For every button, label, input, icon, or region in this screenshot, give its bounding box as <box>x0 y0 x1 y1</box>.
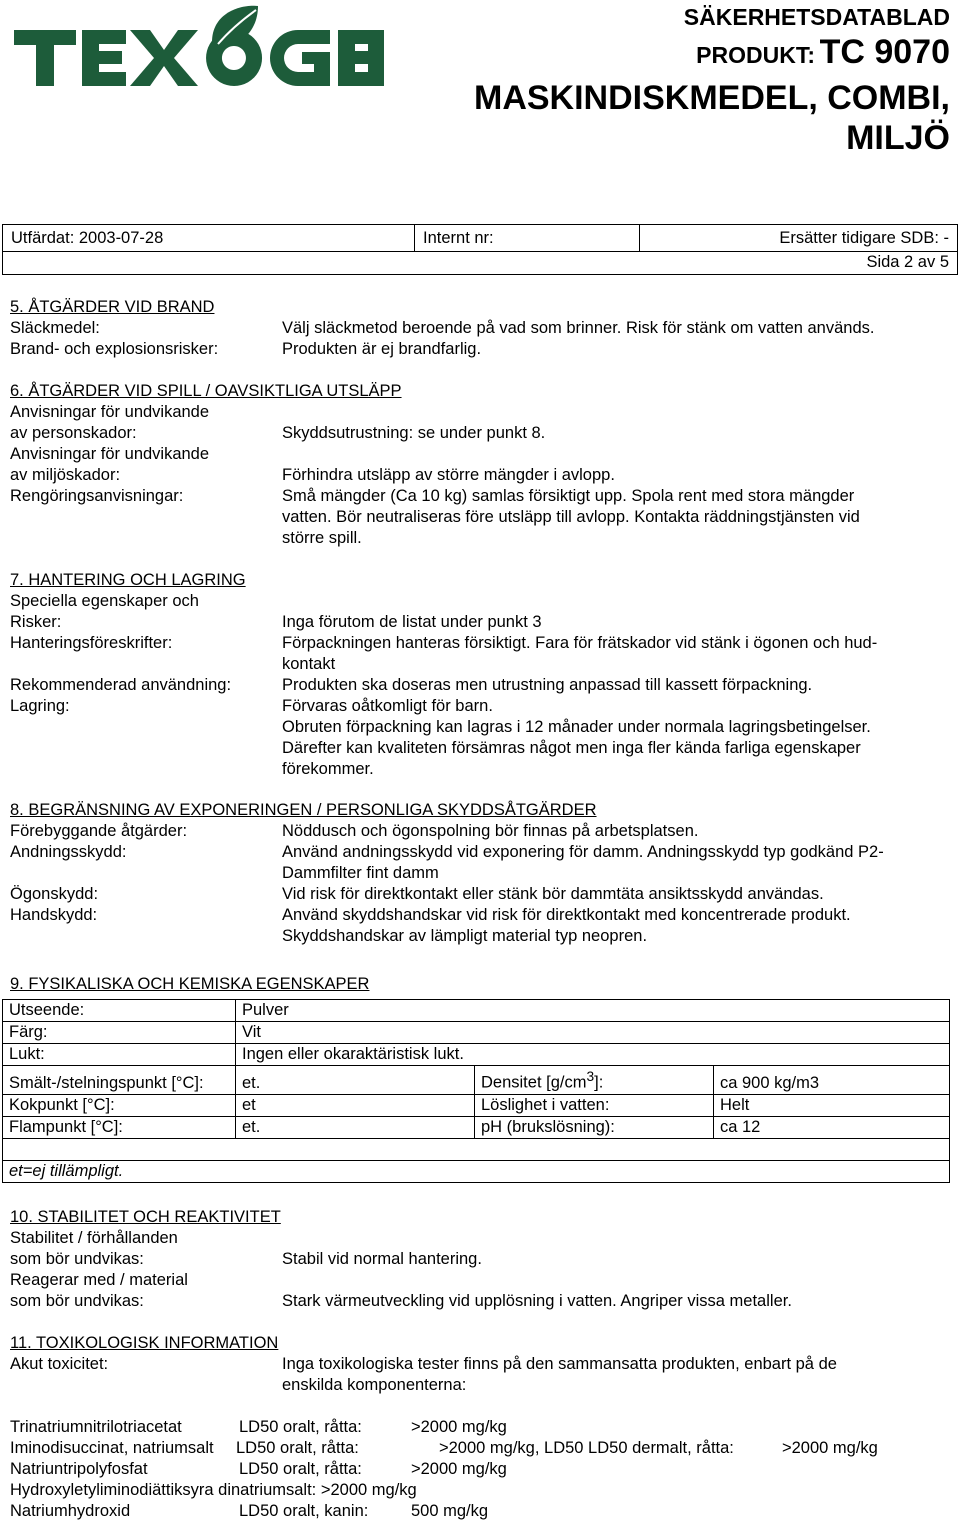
field-value <box>282 905 950 947</box>
field-row <box>10 842 950 884</box>
product-name-1: MASKINDISKMEDEL, COMBI, <box>474 79 950 117</box>
section-10 <box>10 1207 950 1312</box>
prop-value: ca 12 <box>714 1116 950 1138</box>
test-type: LD50 oralt, kanin: <box>239 1502 369 1520</box>
field-row <box>10 821 950 842</box>
value-line: Små mängder (Ca 10 kg) samlas försiktigt upp. Spola rent med stora mängder <box>282 487 855 505</box>
field-value <box>282 842 950 884</box>
test-value: >2000 mg/kg <box>411 1460 507 1478</box>
prop-value: et. <box>236 1116 475 1138</box>
field-label: Anvisningar för undvikande <box>10 403 210 421</box>
field-label: Speciella egenskaper och <box>10 592 199 610</box>
prop-value: ca 900 kg/m3 <box>714 1066 950 1095</box>
substance-name: Hydroxyletyliminodiättiksyra dinatriumsalt: >2000 mg/kg <box>10 1481 417 1499</box>
field-label: Släckmedel: <box>10 319 100 337</box>
field-label: Akut toxicitet: <box>10 1355 109 1373</box>
section-11 <box>10 1333 950 1396</box>
extra-value: >2000 mg/kg <box>782 1439 878 1457</box>
value-line: större spill. <box>282 529 362 547</box>
internal-number: Internt nr: <box>415 225 640 251</box>
section-title: 11. TOXIKOLOGISK INFORMATION <box>10 1334 279 1352</box>
field-label: Brand- och explosionsrisker: <box>10 340 219 358</box>
substance-name: Natriuntripolyfosfat <box>10 1460 148 1478</box>
section-5 <box>10 297 950 360</box>
list-item <box>10 1417 950 1438</box>
test-type: LD50 oralt, råtta: <box>239 1460 362 1478</box>
substance-name: Trinatriumnitrilotriacetat <box>10 1418 182 1436</box>
prop-value: Ingen eller okaraktäristisk lukt. <box>236 1044 950 1066</box>
field-row <box>10 884 950 905</box>
test-value: >2000 mg/kg <box>411 1418 507 1436</box>
empty-cell <box>3 1138 950 1160</box>
section-title: 7. HANTERING OCH LAGRING <box>10 571 246 589</box>
field-value: Stark värmeutveckling vid upplösning i vatten. Angriper vissa metaller. <box>282 1292 792 1310</box>
field-row <box>10 465 950 486</box>
field-value: Stabil vid normal hantering. <box>282 1250 482 1268</box>
prop-value: Vit <box>236 1022 950 1044</box>
section-7 <box>10 570 950 780</box>
field-row <box>10 423 950 444</box>
field-value <box>282 486 950 549</box>
density-label-suffix: ]: <box>594 1073 604 1092</box>
field-label: Lagring: <box>10 697 70 715</box>
field-row <box>10 318 950 339</box>
field-label: Anvisningar för undvikande <box>10 445 210 463</box>
prop-label: Kokpunkt [°C]: <box>3 1094 236 1116</box>
section-title: 5. ÅTGÄRDER VID BRAND <box>10 298 215 316</box>
field-label: Reagerar med / material <box>10 1271 188 1289</box>
section-title: 9. FYSIKALISKA OCH KEMISKA EGENSKAPER <box>10 975 370 993</box>
prop-label <box>475 1066 714 1095</box>
value-line: kontakt <box>282 655 336 673</box>
value-line: enskilda komponenterna: <box>282 1376 467 1394</box>
value-line: Förpackningen hanteras försiktigt. Fara för frätskador vid stänk i ögonen och hud- <box>282 634 878 652</box>
field-row <box>10 675 950 696</box>
table-row <box>3 1116 950 1138</box>
field-value: Förhindra utsläpp av större mängder i avlopp. <box>282 466 615 484</box>
document-header <box>474 2 950 158</box>
table-row <box>3 1138 950 1160</box>
field-label: Andningsskydd: <box>10 843 127 861</box>
field-label: Rekommenderad användning: <box>10 676 232 694</box>
field-value: Nöddusch och ögonspolning bör finnas på arbetsplatsen. <box>282 822 699 840</box>
value-line: förekommer. <box>282 760 374 778</box>
field-label: Rengöringsanvisningar: <box>10 487 184 505</box>
prop-value: et. <box>236 1066 475 1095</box>
list-item <box>10 1480 950 1501</box>
replaces-sdb: Ersätter tidigare SDB: - <box>779 229 949 247</box>
toxicity-list <box>10 1417 950 1522</box>
field-value <box>282 1354 950 1396</box>
substance-name: Natriumhydroxid <box>10 1502 131 1520</box>
field-row <box>10 905 950 947</box>
value-line: Använd skyddshandskar vid risk för direktkontakt med koncentrerade produkt. <box>282 906 851 924</box>
doc-type: SÄKERHETSDATABLAD <box>683 4 950 30</box>
section-6 <box>10 381 950 549</box>
prop-label: Flampunkt [°C]: <box>3 1116 236 1138</box>
field-label: av personskador: <box>10 424 137 442</box>
issued-date: Utfärdat: 2003-07-28 <box>3 225 415 251</box>
field-label: Handskydd: <box>10 906 98 924</box>
field-row <box>10 1291 950 1312</box>
table-row <box>3 1066 950 1095</box>
substance-name: Iminodisuccinat, natriumsalt <box>10 1439 214 1457</box>
field-value: Välj släckmetod beroende på vad som brinner. Risk för stänk om vatten används. <box>282 319 875 337</box>
density-unit-exponent: 3 <box>586 1069 595 1084</box>
section-9 <box>10 974 950 995</box>
product-name-2: MILJÖ <box>846 119 950 157</box>
field-value: Produkten ska doseras men utrustning anpassad till kassett förpackning. <box>282 676 813 694</box>
product-label: PRODUKT: <box>696 42 815 68</box>
product-code: TC 9070 <box>819 33 950 71</box>
field-row <box>10 486 950 549</box>
list-item <box>10 1501 950 1522</box>
value-line: Obruten förpackning kan lagras i 12 månader under normala lagringsbetingelser. <box>282 718 871 736</box>
field-label: Ögonskydd: <box>10 885 99 903</box>
field-label: som bör undvikas: <box>10 1292 144 1310</box>
field-label: Hanteringsföreskrifter: <box>10 634 173 652</box>
table-note: et=ej tillämpligt. <box>3 1160 950 1182</box>
page-indicator <box>2 251 958 275</box>
test-value: >2000 mg/kg, LD50 LD50 dermalt, råtta: <box>439 1439 734 1457</box>
field-label: av miljöskador: <box>10 466 121 484</box>
table-row <box>3 1022 950 1044</box>
field-row <box>10 633 950 675</box>
list-item <box>10 1459 950 1480</box>
prop-label: Utseende: <box>3 1000 236 1022</box>
test-type: LD50 oralt, råtta: <box>236 1439 359 1457</box>
field-row <box>10 612 950 633</box>
section-8 <box>10 800 950 947</box>
field-value <box>282 696 950 780</box>
page-number: Sida 2 av 5 <box>866 253 949 271</box>
test-value: 500 mg/kg <box>411 1502 489 1520</box>
table-row <box>3 1044 950 1066</box>
value-line: Inga toxikologiska tester finns på den sammansatta produkten, enbart på de <box>282 1355 837 1373</box>
section-title: 10. STABILITET OCH REAKTIVITET <box>10 1208 281 1226</box>
field-row <box>10 1249 950 1270</box>
prop-label: pH (brukslösning): <box>475 1116 714 1138</box>
section-title: 8. BEGRÄNSNING AV EXPONERINGEN / PERSONLIGA SKYDDSÅTGÄRDER <box>10 801 597 819</box>
value-line: Därefter kan kvaliteten försämras något men inga fler kända farliga egenskaper <box>282 739 861 757</box>
table-row <box>3 1000 950 1022</box>
value-line: Dammfilter fint damm <box>282 864 439 882</box>
value-line: vatten. Bör neutraliseras före utsläpp till avlopp. Kontakta räddningstjänsten vid <box>282 508 860 526</box>
field-label: Risker: <box>10 613 62 631</box>
field-value: Inga förutom de listat under punkt 3 <box>282 613 542 631</box>
prop-value: Pulver <box>236 1000 950 1022</box>
properties-table <box>2 999 950 1183</box>
list-item <box>10 1438 950 1459</box>
prop-value: Helt <box>714 1094 950 1116</box>
product-line <box>474 32 950 78</box>
prop-label: Smält-/stelningspunkt [°C]: <box>3 1066 236 1095</box>
section-title: 6. ÅTGÄRDER VID SPILL / OAVSIKTLIGA UTSLÄPP <box>10 382 402 400</box>
field-value: Vid risk för direktkontakt eller stänk bör dammtäta ansiktsskydd användas. <box>282 885 824 903</box>
prop-label: Färg: <box>3 1022 236 1044</box>
field-value: Produkten är ej brandfarlig. <box>282 340 482 358</box>
field-value <box>282 633 950 675</box>
field-row <box>10 696 950 780</box>
field-row <box>10 339 950 360</box>
table-row <box>3 1094 950 1116</box>
info-bar <box>2 224 958 252</box>
prop-label: Löslighet i vatten: <box>475 1094 714 1116</box>
prop-value: et <box>236 1094 475 1116</box>
table-row <box>3 1160 950 1182</box>
field-label: Förebyggande åtgärder: <box>10 822 188 840</box>
field-row <box>10 1354 950 1396</box>
field-label: som bör undvikas: <box>10 1250 144 1268</box>
value-line: Skyddshandskar av lämpligt material typ neopren. <box>282 927 648 945</box>
prop-label: Lukt: <box>3 1044 236 1066</box>
field-label: Stabilitet / förhållanden <box>10 1229 178 1247</box>
test-type: LD50 oralt, råtta: <box>239 1418 362 1436</box>
value-line: Använd andningsskydd vid exponering för damm. Andningsskydd typ godkänd P2- <box>282 843 884 861</box>
density-label-text: Densitet [g/cm <box>481 1073 587 1092</box>
texogen-logo <box>12 2 402 98</box>
value-line: Förvaras oåtkomligt för barn. <box>282 697 493 715</box>
field-value: Skyddsutrustning: se under punkt 8. <box>282 424 546 442</box>
